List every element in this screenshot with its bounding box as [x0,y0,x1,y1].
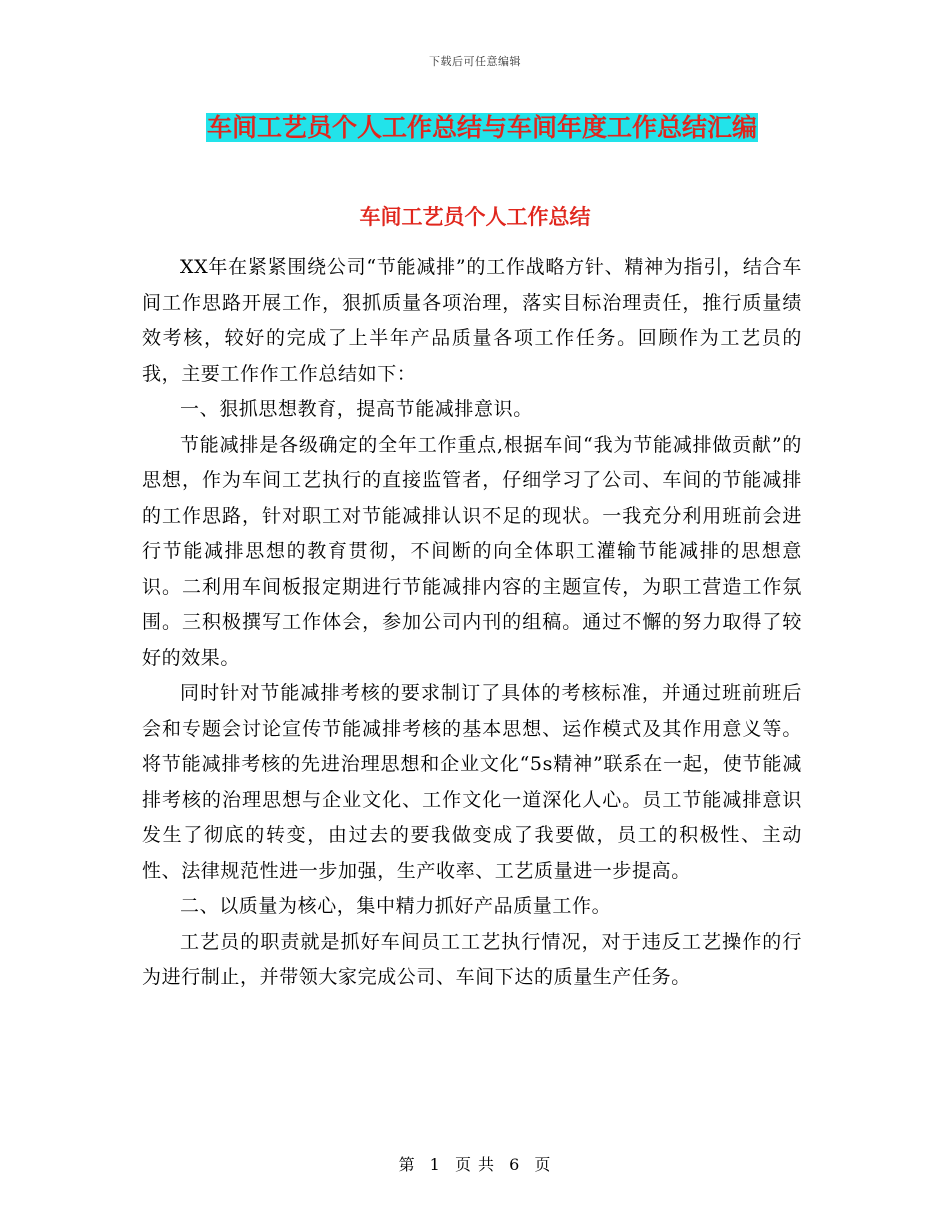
header-note: 下载后可任意编辑 [429,55,521,68]
paragraph: 二、以质量为核心，集中精力抓好产品质量工作。 [180,895,612,917]
total-pages: 6 [509,1155,521,1174]
page-label-suffix: 页 [534,1155,552,1174]
page-label-mid: 页 共 [454,1155,496,1174]
document-body [142,250,802,996]
paragraph: 一、狠抓思想教育，提高节能减排意识。 [180,398,533,420]
page-footer [0,1152,950,1175]
paragraph: XX年在紧紧围绕公司“节能减排”的工作战略方针、精神为指引，结合车间工作思路开展工作，狠抓质量各项治理，落实目标治理责任，推行质量绩效考核，较好的完成了上半年产品质量各项工作任务。回顾作为工艺员的我，主要工作作工作总结如下： [142,256,802,385]
section-title: 车间工艺员个人工作总结 [359,204,591,229]
page-label-prefix: 第 [398,1155,416,1174]
document-title [206,110,758,146]
paragraph: 节能减排是各级确定的全年工作重点,根据车间“我为节能减排做贡献”的思想，作为车间工艺执行的直接监管者，仔细学习了公司、车间的节能减排的工作思路，针对职工对节能减排认识不足的现状。一我充分利用班前会进行节能减排思想的教育贯彻，不间断的向全体职工灌输节能减排的思想意识。二利用车间板报定期进行节能减排内容的主题宣传，为职工营造工作氛围。三积极撰写工作体会，参加公司内刊的组稿。通过不懈的努力取得了较好的效果。 [142,433,802,669]
paragraph: 工艺员的职责就是抓好车间员工工艺执行情况，对于违反工艺操作的行为进行制止，并带领大家完成公司、车间下达的质量生产任务。 [142,930,802,988]
page-number: 1 [429,1155,441,1174]
paragraph: 同时针对节能减排考核的要求制订了具体的考核标准，并通过班前班后会和专题会讨论宣传节能减排考核的基本思想、运作模式及其作用意义等。将节能减排考核的先进治理思想和企业文化“5s精神”联系在一起，使节能减排考核的治理思想与企业文化、工作文化一道深化人心。员工节能减排意识发生了彻底的转变，由过去的要我做变成了我要做，员工的积极性、主动性、法律规范性进一步加强，生产收率、工艺质量进一步提高。 [142,682,802,882]
document-title-highlight: 车间工艺员个人工作总结与车间年度工作总结汇编 [207,113,758,142]
